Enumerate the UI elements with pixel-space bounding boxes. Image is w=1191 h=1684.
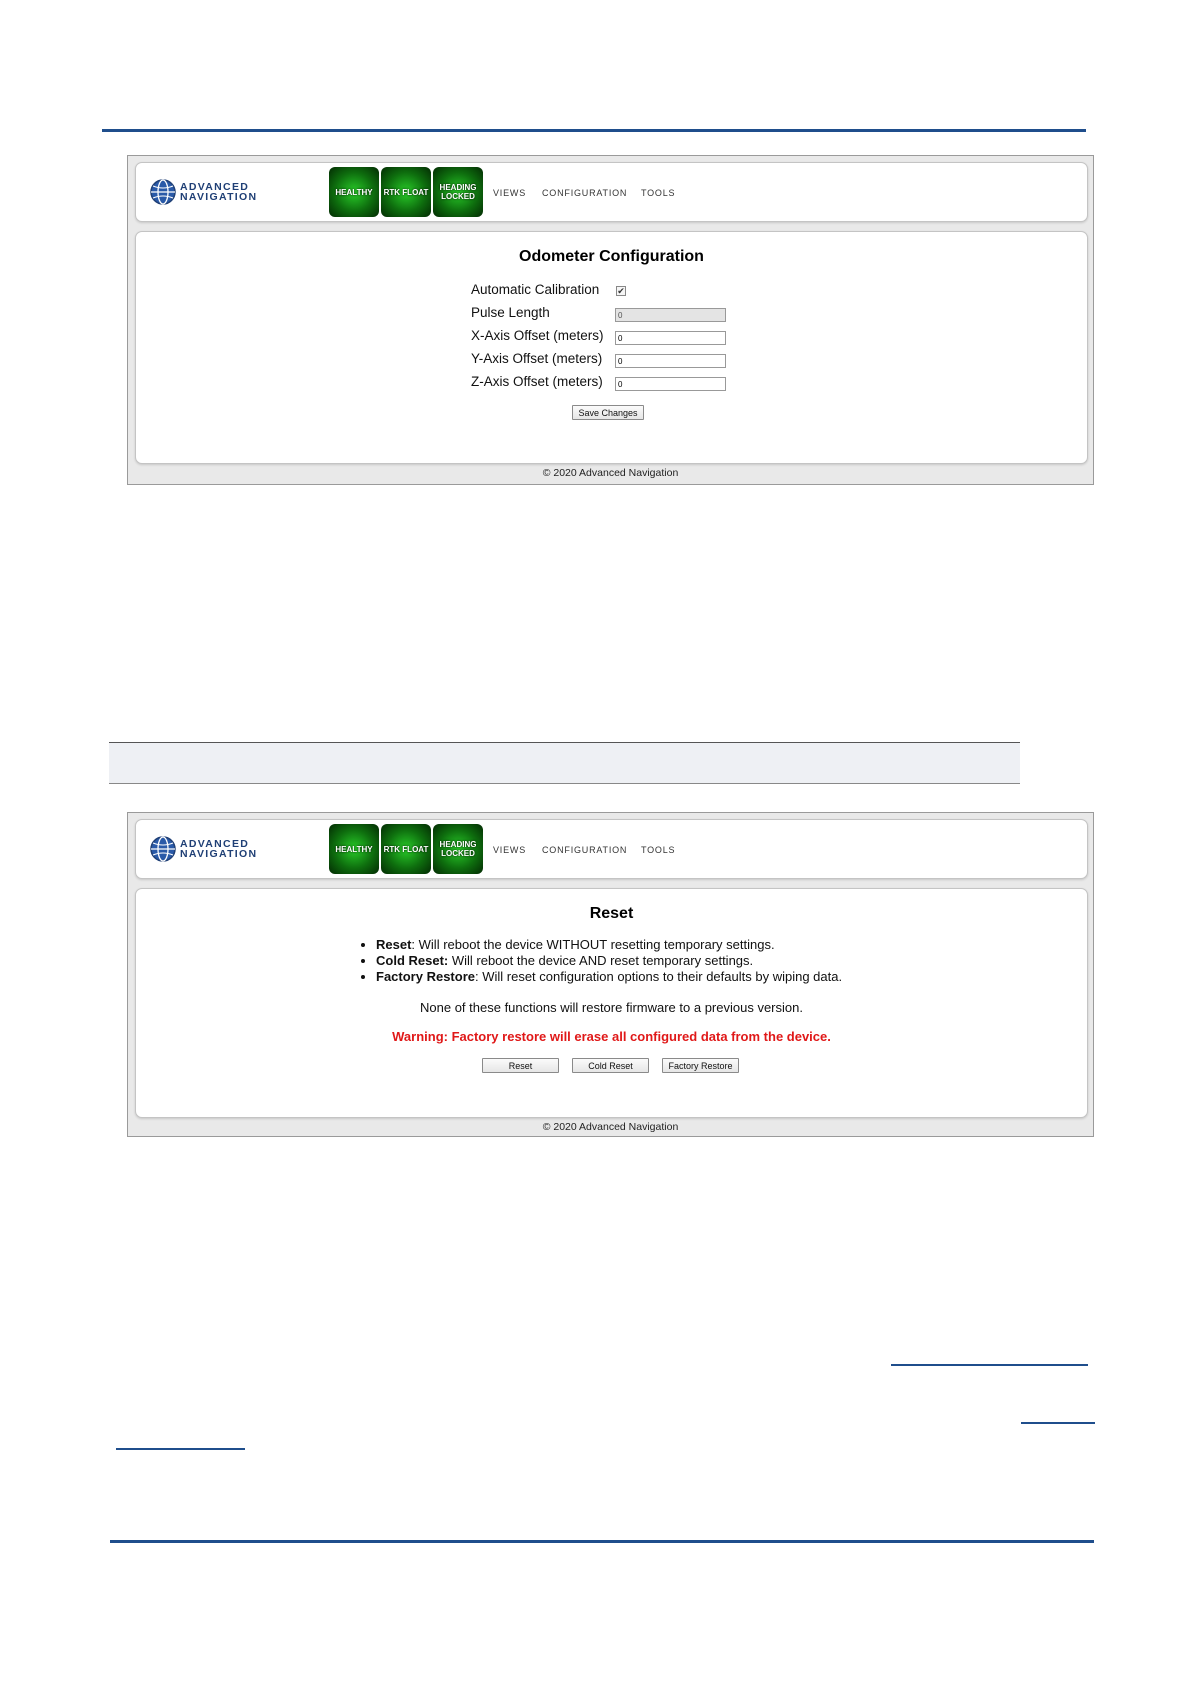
auto-calibration-checkbox[interactable]: ✔: [617, 286, 625, 296]
auto-calibration-label: Automatic Calibration: [471, 282, 600, 297]
link-underline[interactable]: [116, 1448, 245, 1450]
content-panel: [135, 888, 1088, 1118]
bottom-rule: [110, 1540, 1094, 1543]
nav-views[interactable]: VIEWS: [493, 845, 527, 855]
odometer-screenshot: [127, 155, 1094, 485]
logo-text: ADVANCED NAVIGATION: [180, 181, 258, 203]
status-rtk-float[interactable]: RTK FLOAT: [381, 824, 431, 874]
nav-tools[interactable]: TOOLS: [641, 845, 676, 855]
page-title: Reset: [589, 905, 634, 922]
status-heading-locked[interactable]: HEADING LOCKED: [433, 824, 483, 874]
cold-reset-button[interactable]: Cold Reset: [572, 1058, 649, 1073]
status-rtk-float[interactable]: RTK FLOAT: [381, 167, 431, 217]
link-underline[interactable]: [891, 1364, 1088, 1366]
page-title: Odometer Configuration: [519, 248, 704, 265]
reset-button[interactable]: Reset: [482, 1058, 559, 1073]
list-item: • Factory Restore: Will reset configuration options to their defaults by wiping data.: [376, 969, 842, 985]
footer: © 2020 Advanced Navigation: [542, 1121, 679, 1133]
header-bar: [135, 162, 1088, 222]
save-changes-button[interactable]: Save Changes: [572, 405, 644, 420]
section-band: [109, 742, 1020, 784]
y-offset-label: Y-Axis Offset (meters): [471, 351, 603, 366]
reset-screenshot: [127, 812, 1094, 1137]
firmware-note: None of these functions will restore firmware to a previous version.: [420, 1000, 803, 1015]
warning-text: Warning: Factory restore will erase all configured data from the device.: [392, 1029, 831, 1044]
logo[interactable]: [150, 836, 257, 862]
status-heading-locked[interactable]: HEADING LOCKED: [433, 167, 483, 217]
pulse-length-label: Pulse Length: [471, 305, 550, 320]
globe-logo-icon: [150, 836, 176, 862]
y-offset-input[interactable]: [615, 354, 726, 368]
pulse-length-input[interactable]: [615, 308, 726, 322]
z-offset-input[interactable]: [615, 377, 726, 391]
content-panel: [135, 231, 1088, 464]
list-item: • Reset: Will reboot the device WITHOUT resetting temporary settings.: [376, 937, 842, 953]
header-bar: [135, 819, 1088, 879]
status-healthy[interactable]: HEALTHY: [329, 167, 379, 217]
x-offset-input[interactable]: [615, 331, 726, 345]
top-rule: [102, 129, 1086, 132]
link-underline[interactable]: [1021, 1422, 1095, 1424]
logo-text: ADVANCED NAVIGATION: [180, 838, 258, 860]
nav-views[interactable]: VIEWS: [493, 188, 527, 198]
footer: © 2020 Advanced Navigation: [542, 467, 679, 479]
status-healthy[interactable]: HEALTHY: [329, 824, 379, 874]
nav-configuration[interactable]: CONFIGURATION: [542, 188, 628, 198]
list-item: • Cold Reset: Will reboot the device AND reset temporary settings.: [376, 953, 842, 969]
x-offset-label: X-Axis Offset (meters): [471, 328, 604, 343]
globe-logo-icon: [150, 179, 176, 205]
reset-options-list: [360, 937, 842, 985]
logo[interactable]: [150, 179, 257, 205]
nav-tools[interactable]: TOOLS: [641, 188, 676, 198]
z-offset-label: Z-Axis Offset (meters): [471, 374, 603, 389]
nav-configuration[interactable]: CONFIGURATION: [542, 845, 628, 855]
factory-restore-button[interactable]: Factory Restore: [662, 1058, 739, 1073]
